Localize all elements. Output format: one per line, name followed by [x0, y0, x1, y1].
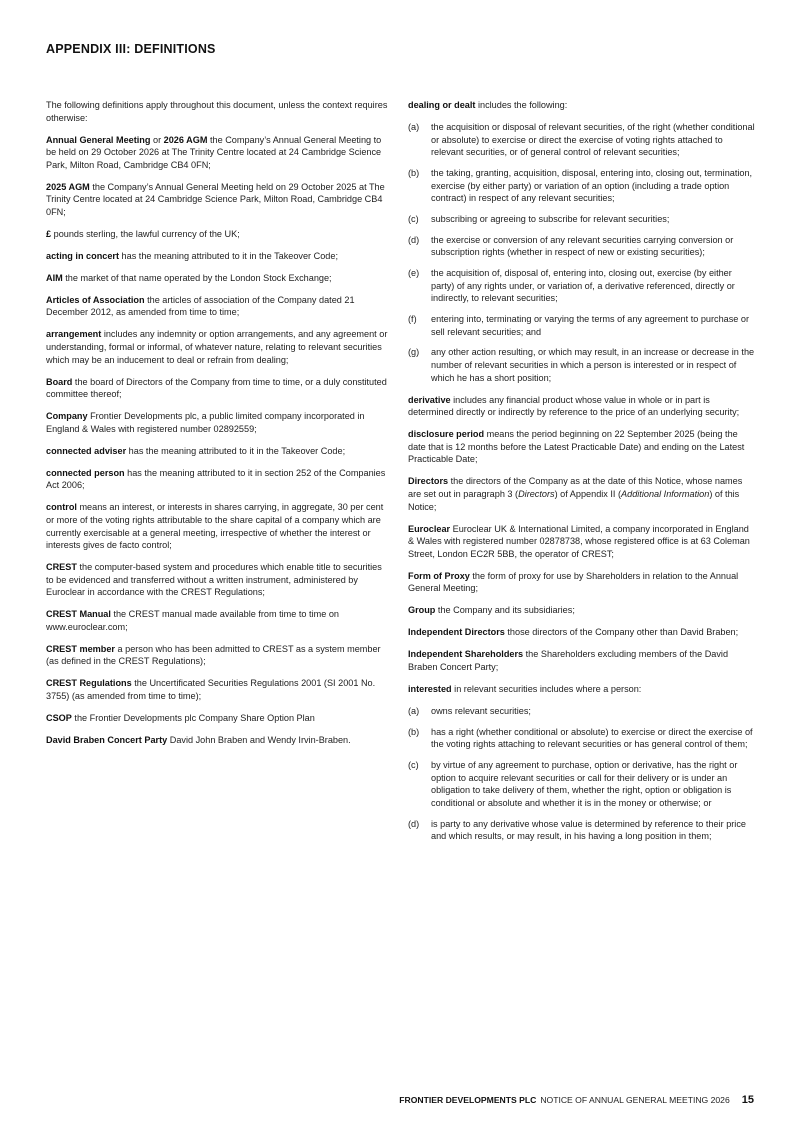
list-item-text: the acquisition or disposal of relevant securities, of the right (whether conditional or absolute) to exercise or direct the exercise of voting rights attached to relevant securities, or of general control of relevant securities;: [431, 121, 755, 158]
definition-text: Euroclear UK & International Limited, a company incorporated in England & Wales with registered number 02878738, whose registered office is at 63 Coleman Street, London EC2R 5BB, the operator of CREST;: [408, 523, 750, 559]
definition-term: Group: [408, 605, 436, 616]
definition-term: connected person: [46, 467, 125, 478]
definition-term: CSOP: [46, 713, 72, 724]
definition: [408, 475, 756, 513]
definition-term: Directors: [408, 476, 449, 487]
definition-term: connected adviser: [46, 445, 127, 456]
definition-text: means the period beginning on 22 September 2025 (being the date that is 12 months before the Latest Practicable Date) and ending on the Latest Practicable Date;: [408, 429, 745, 465]
definition-text: ) of Appendix II (: [554, 488, 622, 499]
list-item: [408, 346, 756, 384]
list-item-label: (b): [408, 726, 420, 737]
definition-term: Independent Shareholders: [408, 649, 524, 660]
definition-term: arrangement: [46, 329, 102, 340]
list-item: [408, 121, 756, 159]
list-item: [408, 267, 756, 305]
page-number: 15: [741, 1094, 754, 1106]
definition-term: CREST: [46, 562, 77, 573]
definition-term: £: [46, 228, 52, 239]
definition-term: AIM: [46, 272, 63, 283]
list-item-text: has a right (whether conditional or absolute) to exercise or direct the exercise of the voting rights attaching to relevant securities or has general control of them;: [431, 726, 753, 750]
definition: [408, 394, 756, 419]
definition-term: Articles of Association: [46, 294, 145, 305]
definition-term: CREST Manual: [46, 609, 111, 620]
definition: [46, 328, 391, 366]
definition: [408, 570, 756, 595]
list-item-label: (c): [408, 213, 419, 224]
intro-text: The following definitions apply throughout this document, unless the context requires otherwise:: [46, 100, 388, 123]
definition-term: Annual General Meeting: [46, 134, 151, 145]
list-item: [408, 167, 756, 205]
definition-text: ) of this Notice;: [408, 488, 740, 512]
list-item-label: (f): [408, 314, 417, 325]
definition-text: includes any indemnity or option arrangements, and any agreement or understanding, formal or informal, of whatever nature, relating to relevant securities which may be an inducement to deal or refrain from dealing;: [46, 329, 388, 365]
definition-text: David John Braben and Wendy Irvin-Braben.: [167, 735, 351, 745]
list-item: [408, 726, 756, 751]
definition: [46, 734, 391, 747]
list-item-text: entering into, terminating or varying the terms of any agreement to purchase or sell relevant securities; and: [431, 314, 750, 337]
definition: [46, 134, 391, 172]
definition-text: the directors of the Company as at the date of this Notice, whose names are set out in paragraph 3 (: [408, 476, 743, 499]
definition-text: has the meaning attributed to it in the Takeover Code;: [126, 445, 346, 456]
definition: [408, 523, 756, 561]
definition: [408, 99, 756, 112]
definition-term: 2026 AGM: [163, 134, 208, 145]
list-item: [408, 213, 756, 226]
definition-text: the CREST manual made available from time to time on www.euroclear.com;: [46, 609, 339, 632]
definition-text: the computer-based system and procedures which enable title to securities to be evidenced and transferred without a written instrument, administered by Euroclear in accordance with the CREST Regulations;: [46, 562, 382, 598]
definition-text: the Shareholders excluding members of the David Braben Concert Party;: [408, 649, 729, 672]
definition: [408, 648, 756, 673]
definition-text: pounds sterling, the lawful currency of the UK;: [51, 228, 240, 239]
footer-company: FRONTIER DEVELOPMENTS PLC: [399, 1095, 537, 1105]
definition-term: Independent Directors: [408, 627, 505, 638]
list-item-text: the taking, granting, acquisition, disposal, entering into, closing out, termination, exercise (by either party) or variation of an option (including a trade option contract) in respect of any relevant securities;: [431, 167, 753, 204]
definition: [408, 626, 756, 639]
list-item-label: (g): [408, 347, 420, 358]
right-column: [408, 99, 756, 852]
definition: [408, 428, 756, 466]
definition: [46, 181, 391, 219]
definition: [46, 467, 391, 492]
definition: [46, 410, 391, 435]
definition-text: in relevant securities includes where a person:: [451, 683, 642, 694]
definition-term: disclosure period: [408, 429, 485, 440]
definition-text: means an interest, or interests in shares carrying, in aggregate, 30 per cent or more of the voting rights attributable to the share capital of a company which are currently exercisable at a general meeting, irrespective of whether the interest or interests gives de facto control;: [46, 502, 384, 551]
definition-text: the articles of association of the Company dated 21 December 2012, as amended from time to time;: [46, 294, 355, 318]
definition: [408, 683, 756, 696]
list-item-label: (d): [408, 234, 420, 245]
definition-term: Euroclear: [408, 523, 451, 534]
definition: [46, 228, 391, 241]
definition: [408, 604, 756, 617]
definition: [46, 445, 391, 458]
definition-text: has the meaning attributed to it in the Takeover Code;: [119, 250, 338, 261]
list-item-text: by virtue of any agreement to purchase, option or derivative, has the right or option to acquire relevant securities or call for their delivery or is under an obligation to take delivery of them, whether the right, option or obligation is conditional or absolute and whether it is in the money or otherwise; or: [431, 759, 738, 808]
definition: [46, 677, 391, 702]
footer-doc-title: NOTICE OF ANNUAL GENERAL MEETING 2026: [540, 1095, 730, 1105]
definition-term: David Braben Concert Party: [46, 735, 168, 745]
list-item: [408, 234, 756, 259]
left-column: [46, 99, 391, 756]
list-item-label: (b): [408, 167, 420, 178]
definition: [46, 561, 391, 599]
definition: [46, 643, 391, 668]
definition-text: Frontier Developments plc, a public limited company incorporated in England & Wales with registered number 02892559;: [46, 411, 365, 434]
definition-term: Company: [46, 411, 88, 422]
definition-italic: Directors: [518, 488, 555, 499]
definition: [46, 608, 391, 633]
definition-text: the Frontier Developments plc Company Share Option Plan: [71, 713, 315, 724]
definition-connector: or: [150, 134, 164, 145]
definition: [46, 501, 391, 551]
definition-term: acting in concert: [46, 250, 120, 261]
interested-list: [408, 705, 756, 843]
definition-text: includes the following:: [475, 100, 568, 110]
definition-text: the Company’s Annual General Meeting held on 29 October 2025 at The Trinity Centre located at 24 Cambridge Science Park, Milton Road, Cambridge CB4 0FN;: [46, 181, 385, 217]
list-item: [408, 313, 756, 338]
list-item-label: (a): [408, 705, 420, 716]
page-footer: [399, 1094, 754, 1106]
definition-term: Board: [46, 376, 73, 387]
definition-text: has the meaning attributed to it in section 252 of the Companies Act 2006;: [46, 467, 386, 491]
definition-term: control: [46, 502, 77, 513]
page-title: APPENDIX III: DEFINITIONS: [46, 42, 216, 56]
list-item: [408, 759, 756, 809]
definition-text: a person who has been admitted to CREST as a system member (as defined in the CREST Regulations);: [46, 643, 381, 667]
definition-text: includes any financial product whose value in whole or in part is determined directly or indirectly by reference to the price of an underlying security;: [408, 394, 740, 418]
definition-text: the market of that name operated by the London Stock Exchange;: [62, 272, 332, 283]
definition-term: CREST Regulations: [46, 678, 132, 689]
definition-term: Form of Proxy: [408, 570, 470, 581]
list-item-text: owns relevant securities;: [431, 705, 531, 716]
definition-text: the board of Directors of the Company from time to time, or a duly constituted committee thereof;: [46, 376, 387, 400]
definition-text: the Company and its subsidiaries;: [435, 605, 575, 616]
definition-term: derivative: [408, 394, 451, 405]
list-item-text: subscribing or agreeing to subscribe for relevant securities;: [431, 213, 670, 224]
list-item-label: (d): [408, 818, 420, 829]
definition: [46, 250, 391, 263]
definition-text: the form of proxy for use by Shareholders in relation to the Annual General Meeting;: [408, 570, 739, 594]
list-item-text: any other action resulting, or which may result, in an increase or decrease in the number of relevant securities in which a person is interested or in respect of which he has a short position;: [431, 347, 755, 383]
definition-term: dealing or dealt: [408, 100, 476, 110]
definition-italic: Additional Information: [621, 488, 710, 499]
definition: [46, 294, 391, 319]
list-item-text: is party to any derivative whose value is determined by reference to their price and which results, or may result, in his having a long position in them;: [431, 818, 746, 842]
list-item: [408, 705, 756, 718]
definition: [46, 376, 391, 401]
definition-term: interested: [408, 683, 452, 694]
definition-term: CREST member: [46, 643, 115, 654]
list-item-text: the acquisition of, disposal of, entering into, closing out, exercise (by either party) of any rights under, or variation of, a derivative referenced, directly or indirectly, to relevant securities;: [431, 268, 735, 304]
definition-term: 2025 AGM: [46, 181, 90, 192]
list-item-label: (a): [408, 121, 420, 132]
list-item-label: (c): [408, 759, 419, 770]
dealing-list: [408, 121, 756, 384]
definition-text: the Company’s Annual General Meeting to be held on 29 October 2026 at The Trinity Centre located at 24 Cambridge Science Park, Milton Road, Cambridge CB4 0FN;: [46, 134, 382, 170]
definition: [46, 272, 391, 285]
list-item-label: (e): [408, 268, 420, 279]
list-item-text: the exercise or conversion of any relevant securities carrying conversion or subscription rights (whether in respect of new or existing securities);: [431, 234, 734, 258]
definition-text: the Uncertificated Securities Regulations 2001 (SI 2001 No. 3755) (as amended from time to time);: [46, 678, 376, 702]
list-item: [408, 818, 756, 843]
definition: [46, 712, 391, 725]
definition-text: those directors of the Company other than David Braben;: [504, 627, 739, 638]
